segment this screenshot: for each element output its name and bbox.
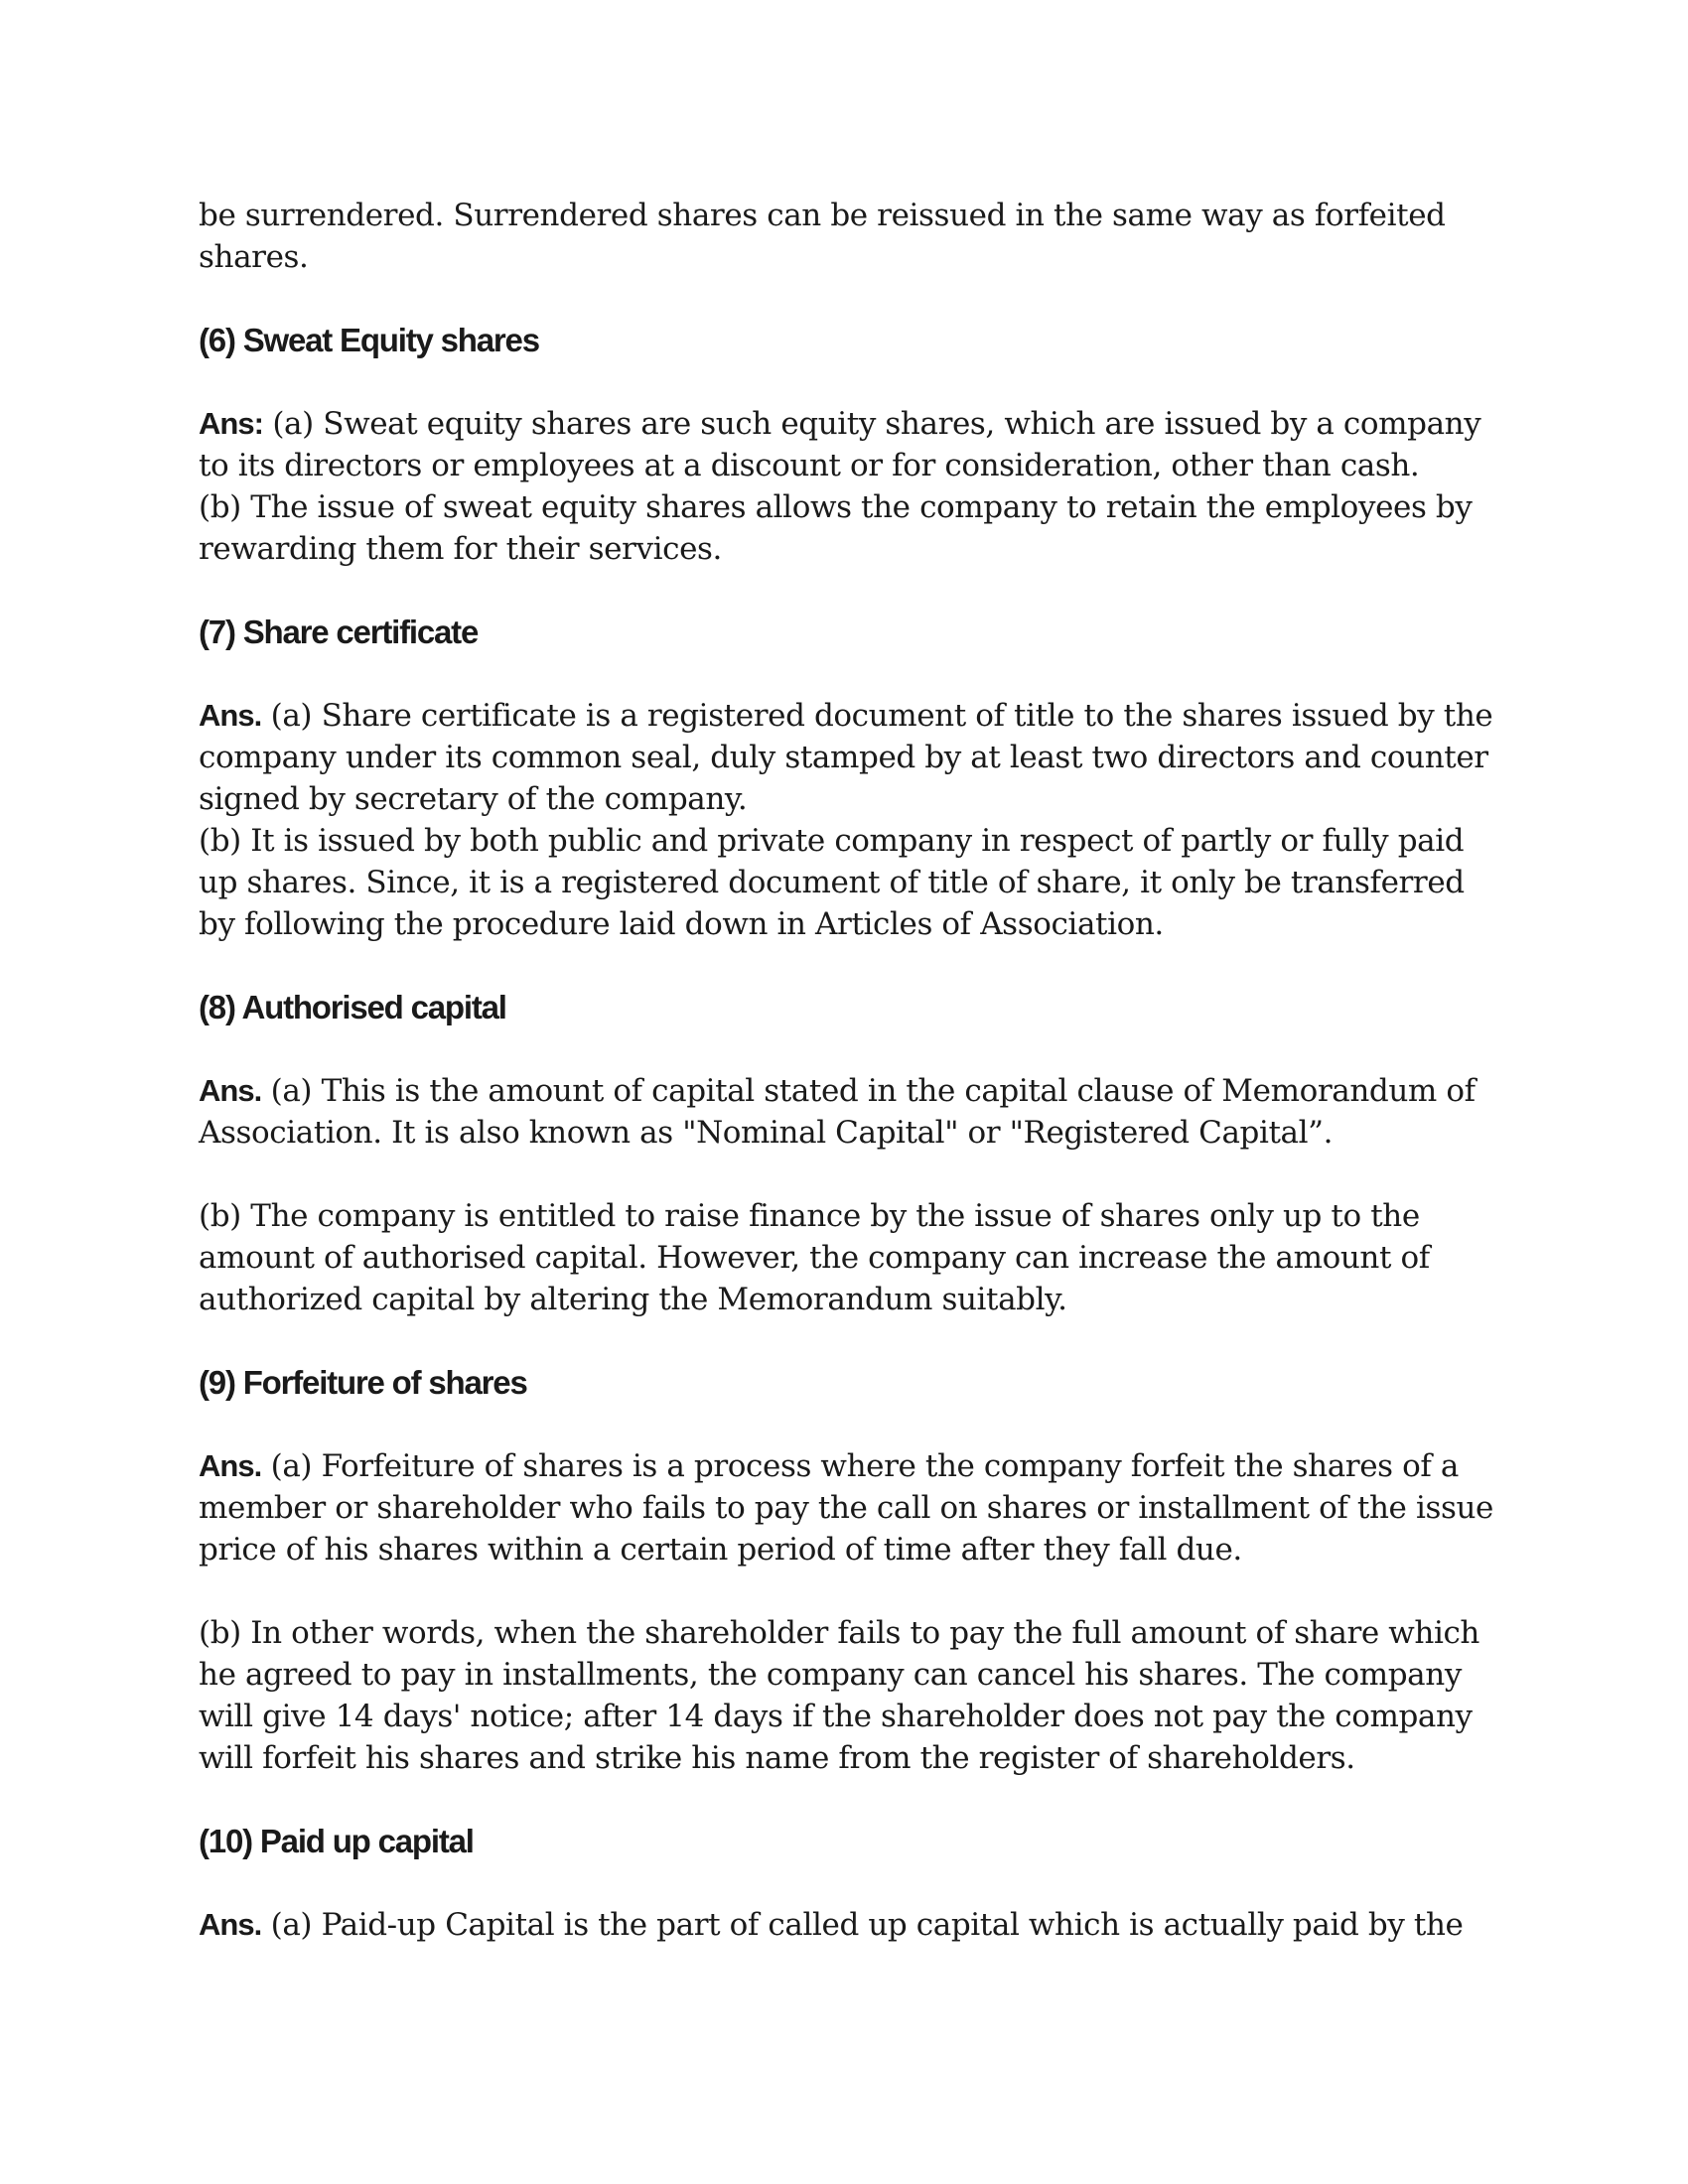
section-heading-forfeiture: (9) Forfeiture of shares <box>199 1364 527 1401</box>
answer-paid-up-capital <box>199 1904 1489 1946</box>
section-heading-authorised-capital: (8) Authorised capital <box>199 989 506 1025</box>
text-line <box>199 1904 1489 1946</box>
section-heading-sweat-equity: (6) Sweat Equity shares <box>199 322 539 358</box>
text-line: amount of authorised capital. However, the company can increase the amount of <box>199 1240 1430 1276</box>
text-line: up shares. Since, it is a registered document of title of share, it only be transferred <box>199 865 1465 900</box>
paragraph-authorised-capital-b <box>199 1195 1489 1320</box>
text-line: (b) It is issued by both public and private company in respect of partly or fully paid <box>199 823 1465 859</box>
text-line: he agreed to pay in installments, the company can cancel his shares. The company <box>199 1657 1462 1693</box>
text-line: (b) The issue of sweat equity shares allows the company to retain the employees by <box>199 489 1473 525</box>
ans-label: Ans: <box>199 406 263 441</box>
ans-label: Ans. <box>199 698 262 733</box>
text-line: Association. It is also known as "Nominal Capital" or "Registered Capital”. <box>199 1115 1334 1151</box>
answer-text: (a) This is the amount of capital stated in the capital clause of Memorandum of <box>261 1073 1476 1109</box>
answer-text: (a) Sweat equity shares are such equity shares, which are issued by a company <box>262 406 1481 442</box>
ans-label: Ans. <box>199 1448 262 1483</box>
document-page <box>199 195 1493 1946</box>
text-line: company under its common seal, duly stamped by at least two directors and counter <box>199 740 1488 775</box>
ans-label: Ans. <box>199 1907 262 1942</box>
intro-paragraph <box>199 195 1489 278</box>
text-line: member or shareholder who fails to pay the call on shares or installment of the issue <box>199 1490 1493 1526</box>
text-line <box>199 1070 1489 1112</box>
text-line: (b) The company is entitled to raise finance by the issue of shares only up to the <box>199 1198 1420 1234</box>
answer-share-certificate <box>199 695 1493 945</box>
answer-text: (a) Share certificate is a registered document of title to the shares issued by the <box>261 698 1493 734</box>
answer-authorised-capital <box>199 1070 1489 1154</box>
text-line: signed by secretary of the company. <box>199 781 748 817</box>
answer-sweat-equity <box>199 403 1489 570</box>
text-line: price of his shares within a certain period of time after they fall due. <box>199 1532 1242 1568</box>
answer-text: (a) Forfeiture of shares is a process where the company forfeit the shares of a <box>261 1448 1459 1484</box>
text-line: to its directors or employees at a discount or for consideration, other than cash. <box>199 448 1420 483</box>
text-line: will give 14 days' notice; after 14 days if the shareholder does not pay the company <box>199 1699 1473 1734</box>
text-line: be surrendered. Surrendered shares can be reissued in the same way as forfeited <box>199 198 1446 233</box>
text-line: will forfeit his shares and strike his name from the register of shareholders. <box>199 1740 1355 1776</box>
section-heading-paid-up-capital: (10) Paid up capital <box>199 1823 474 1859</box>
ans-label: Ans. <box>199 1073 262 1108</box>
text-line <box>199 695 1493 737</box>
text-line: rewarding them for their services. <box>199 531 722 567</box>
text-line: (b) In other words, when the shareholder fails to pay the full amount of share which <box>199 1615 1480 1651</box>
text-line: by following the procedure laid down in Articles of Association. <box>199 906 1164 942</box>
section-heading-share-certificate: (7) Share certificate <box>199 614 479 650</box>
text-line: authorized capital by altering the Memorandum suitably. <box>199 1282 1067 1317</box>
paragraph-forfeiture-b <box>199 1612 1489 1779</box>
answer-forfeiture <box>199 1445 1493 1570</box>
answer-text: (a) Paid-up Capital is the part of called up capital which is actually paid by the <box>261 1907 1464 1943</box>
text-line <box>199 403 1489 445</box>
text-line: shares. <box>199 239 309 275</box>
text-line <box>199 1445 1489 1487</box>
